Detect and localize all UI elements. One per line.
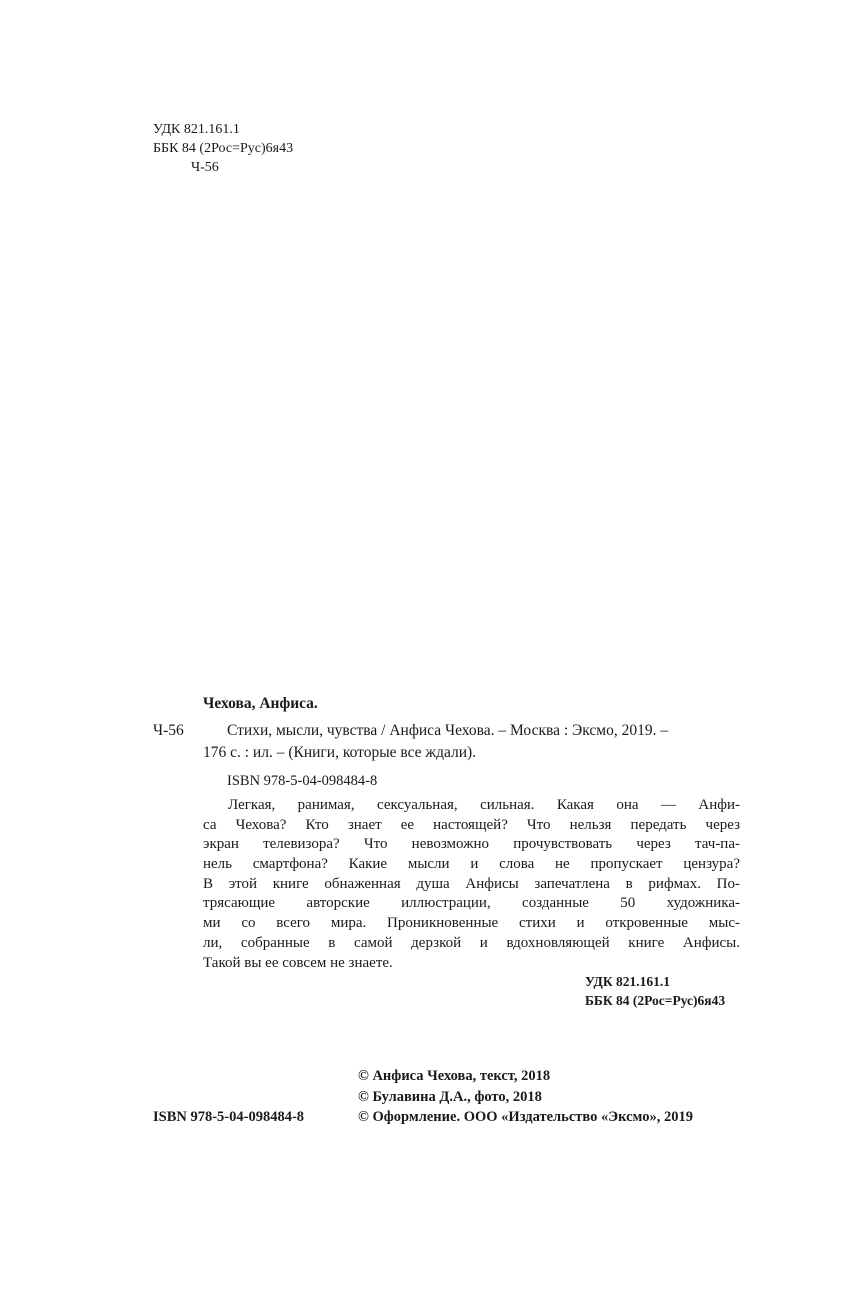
annotation-line: Такой вы ее совсем не знаете. <box>203 954 393 971</box>
catalog-title-line-1: Стихи, мысли, чувства / Анфиса Чехова. – Москва : Эксмо, 2019. – <box>227 722 669 739</box>
copyright-design: © Оформление. ООО «Издательство «Эксмо», 2019 <box>358 1109 693 1125</box>
catalog-author-mark: Ч-56 <box>153 722 184 739</box>
annotation-line: ми со всего мира. Проникновенные стихи и откровенные мыс- <box>203 915 740 932</box>
annotation-line: са Чехова? Кто знает ее настоящей? Что нельзя передать через <box>203 816 740 833</box>
udk-code: УДК 821.161.1 <box>153 122 240 137</box>
catalog-isbn: ISBN 978-5-04-098484-8 <box>227 773 378 789</box>
annotation-line: экран телевизора? Что невозможно прочувствовать через тач-па- <box>203 836 740 853</box>
author-mark: Ч-56 <box>191 160 219 175</box>
annotation-line: Легкая, ранимая, сексуальная, сильная. Какая она — Анфи- <box>228 797 740 813</box>
catalog-udk: УДК 821.161.1 <box>585 974 670 989</box>
copyright-block <box>358 1066 693 1128</box>
annotation-line: В этой книге обнаженная душа Анфисы запечатлена в рифмах. По- <box>203 875 740 892</box>
catalog-author: Чехова, Анфиса. <box>203 695 318 712</box>
annotation-line: нель смартфона? Какие мысли и слова не пропускает цензура? <box>203 856 740 873</box>
copyright-text: © Анфиса Чехова, текст, 2018 <box>358 1068 551 1084</box>
catalog-bbk: ББК 84 (2Рос=Рус)6я43 <box>585 993 726 1008</box>
copyright-photo: © Булавина Д.А., фото, 2018 <box>358 1088 542 1105</box>
catalog-title-line-2: 176 с. : ил. – (Книги, которые все ждали). <box>203 744 477 761</box>
annotation-line: трясающие авторские иллюстрации, созданные 50 художника- <box>203 895 740 912</box>
footer-isbn: ISBN 978-5-04-098484-8 <box>153 1109 305 1125</box>
bbk-code: ББК 84 (2Рос=Рус)6я43 <box>153 141 294 156</box>
annotation-text <box>203 796 740 973</box>
annotation-line: ли, собранные в самой дерзкой и вдохновляющей книге Анфисы. <box>203 934 740 951</box>
